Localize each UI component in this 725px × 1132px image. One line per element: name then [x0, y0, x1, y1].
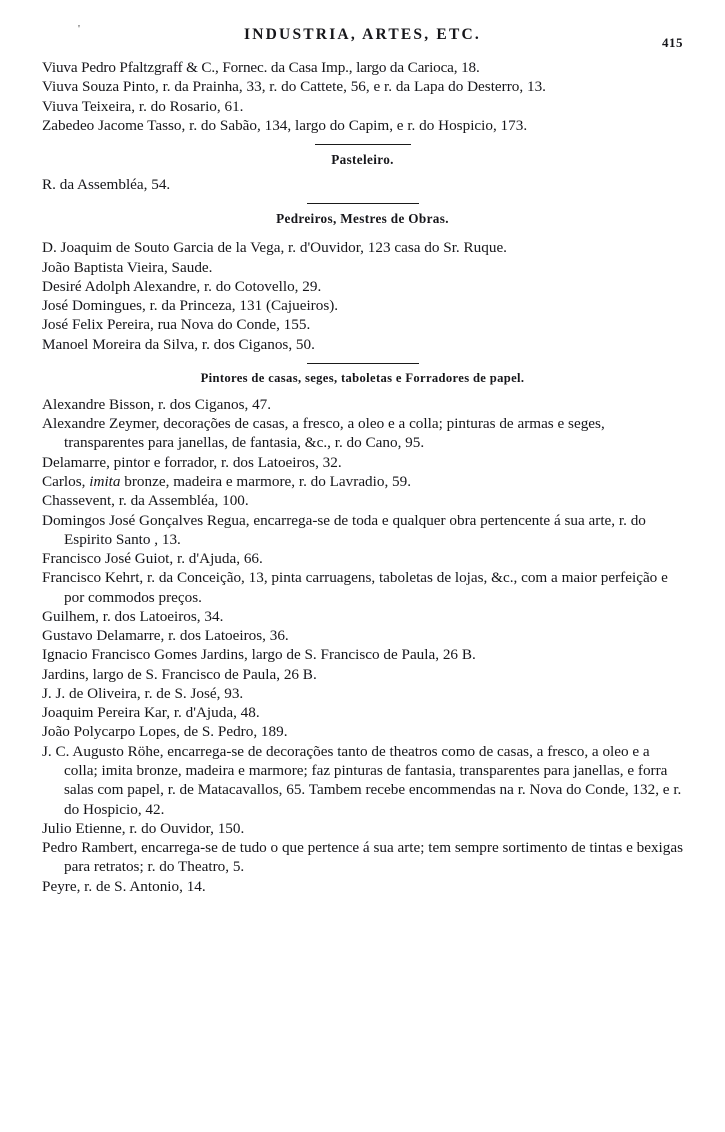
- list-item: Delamarre, pintor e forrador, r. dos Latoeiros, 32.: [42, 453, 342, 471]
- section-heading: Pasteleiro.: [331, 152, 394, 168]
- list-item: D. Joaquim de Souto Garcia de la Vega, r. d'Ouvidor, 123 casa do Sr. Ruque.: [42, 239, 507, 257]
- list-item: Chassevent, r. da Assembléa, 100.: [42, 492, 249, 510]
- page-title: INDUSTRIA, ARTES, ETC.: [244, 26, 481, 43]
- list-item: Guilhem, r. dos Latoeiros, 34.: [42, 607, 224, 625]
- list-item: J. J. de Oliveira, r. de S. José, 93.: [42, 684, 244, 702]
- list-item: Alexandre Bisson, r. dos Ciganos, 47.: [42, 395, 272, 413]
- margin-tick-mark: ': [78, 23, 80, 35]
- section-pedreiros: [42, 211, 683, 354]
- list-item: Domingos José Gonçalves Regua, encarrega-se de toda e qualquer obra pertencente á sua arte, r. do Espirito Santo , 13.: [42, 511, 646, 548]
- list-item: Joaquim Pereira Kar, r. d'Ajuda, 48.: [42, 704, 260, 722]
- list-item: Manoel Moreira da Silva, r. dos Ciganos, 50.: [42, 335, 315, 353]
- list-item: João Polycarpo Lopes, de S. Pedro, 189.: [42, 723, 288, 741]
- list-item: José Felix Pereira, rua Nova do Conde, 155.: [42, 316, 311, 334]
- section-pintores: [42, 371, 683, 896]
- list-item: Viuva Pedro Pfaltzgraff & C., Fornec. da Casa Imp., largo da Carioca, 18.: [42, 59, 480, 76]
- list-item: João Baptista Vieira, Saude.: [42, 258, 213, 276]
- section-heading: Pedreiros, Mestres de Obras.: [276, 211, 449, 227]
- list-item: Jardins, largo de S. Francisco de Paula, 26 B.: [42, 665, 317, 683]
- entry-list-pedreiros: [42, 238, 683, 354]
- section-divider: [315, 144, 411, 145]
- entry-list-continuation: [42, 58, 683, 135]
- entry-list-pasteleiro: [42, 175, 683, 194]
- section-heading: Pintores de casas, seges, taboletas e Forradores de papel.: [200, 370, 525, 385]
- list-item: Ignacio Francisco Gomes Jardins, largo de S. Francisco de Paula, 26 B.: [42, 646, 476, 664]
- list-item: R. da Assembléa, 54.: [42, 176, 171, 194]
- list-item: J. C. Augusto Röhe, encarrega-se de decorações tanto de theatros como de casas, a fresco, a oleo e a colla; imita bronze, madeira e marmore; faz pinturas de fantasia, transparentes para janellas, e forra salas com papel, r. de Matacavallos, 65. Tambem recebe encommendas na r. Nova do Conde, 132, e r. do Hospicio, 42.: [42, 742, 682, 818]
- section-continuation: [42, 58, 683, 135]
- section-divider: [307, 203, 419, 204]
- list-item: José Domingues, r. da Princeza, 131 (Cajueiros).: [42, 297, 339, 315]
- list-item: Alexandre Zeymer, decorações de casas, a fresco, a oleo e a colla; pinturas de armas e seges, transparentes para janellas, de fantasia, &c., r. do Cano, 95.: [42, 415, 605, 452]
- list-item: Desiré Adolph Alexandre, r. do Cotovello, 29.: [42, 277, 322, 295]
- section-pasteleiro: [42, 152, 683, 194]
- list-item: Viuva Souza Pinto, r. da Prainha, 33, r. do Cattete, 56, e r. da Lapa do Desterro, 13.: [42, 78, 546, 96]
- section-divider: [307, 363, 419, 364]
- list-item: Francisco José Guiot, r. d'Ajuda, 66.: [42, 550, 263, 568]
- page-number: 415: [662, 35, 683, 50]
- entry-list-pintores: [42, 395, 683, 896]
- list-item: Francisco Kehrt, r. da Conceição, 13, pinta carruagens, taboletas de lojas, &c., com a maior perfeição e por commodos preços.: [42, 569, 668, 606]
- list-item: Julio Etienne, r. do Ouvidor, 150.: [42, 819, 245, 837]
- list-item: Pedro Rambert, encarrega-se de tudo o que pertence á sua arte; tem sempre sortimento de tintas e bexigas para retratos; r. do Theatro, 5.: [42, 839, 684, 876]
- list-item: Viuva Teixeira, r. do Rosario, 61.: [42, 97, 244, 115]
- list-item: Peyre, r. de S. Antonio, 14.: [42, 877, 206, 895]
- list-item: Zabedeo Jacome Tasso, r. do Sabão, 134, largo do Capim, e r. do Hospicio, 173.: [42, 116, 528, 134]
- list-item: Carlos, imita bronze, madeira e marmore, r. do Lavradio, 59.: [42, 472, 412, 490]
- list-item: Gustavo Delamarre, r. dos Latoeiros, 36.: [42, 627, 289, 645]
- page-header: [42, 23, 683, 52]
